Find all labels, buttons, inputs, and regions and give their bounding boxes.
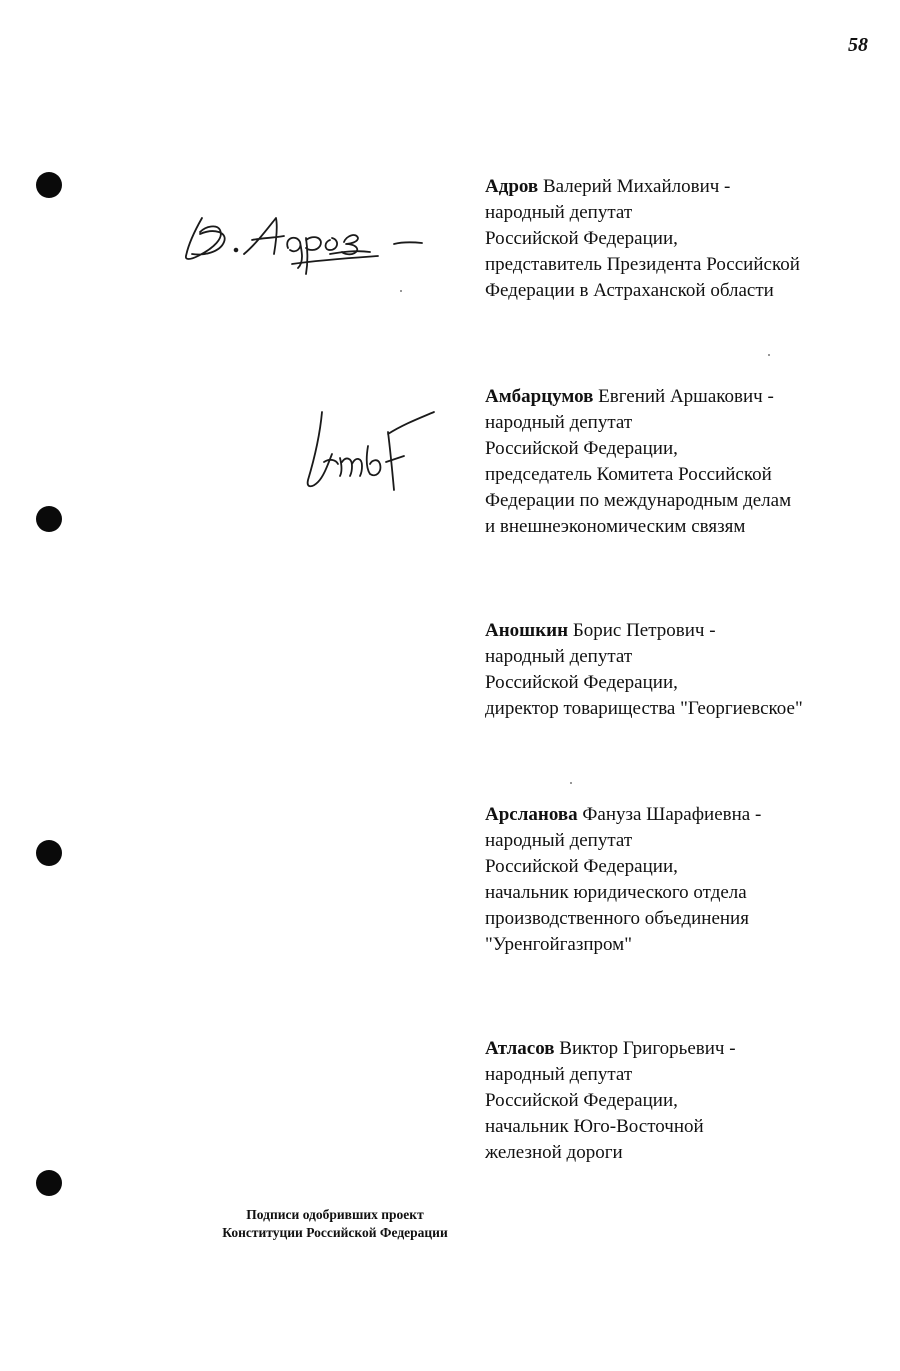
entry-name: Евгений Аршакович - [598, 386, 774, 407]
entry-heading [485, 1036, 885, 1062]
entry-line: Российской Федерации, [485, 856, 678, 877]
deputy-entry-arslanova [485, 802, 885, 958]
entry-line: председатель Комитета Российской [485, 464, 772, 485]
binder-hole [36, 506, 62, 532]
entry-surname: Аношкин [485, 620, 569, 641]
entry-name: Валерий Михайлович - [542, 176, 731, 197]
entry-heading [485, 802, 885, 828]
entry-surname: Арсланова [485, 804, 578, 825]
entry-line: Федерации по международным делам [485, 490, 792, 511]
entry-heading [485, 384, 885, 410]
entry-surname: Адров [485, 176, 539, 197]
footer-caption [190, 1206, 480, 1242]
footer-line-2: Конституции Российской Федерации [222, 1225, 448, 1240]
entry-line: представитель Президента Российской [485, 254, 800, 275]
entry-line: железной дороги [485, 1142, 623, 1163]
entry-line: и внешнеэкономическим связям [485, 516, 746, 537]
entry-name: Виктор Григорьевич - [559, 1038, 736, 1059]
binder-hole [36, 840, 62, 866]
entry-surname: Атласов [485, 1038, 555, 1059]
deputy-entry-anoshkin [485, 618, 885, 722]
entry-name: Фануза Шарафиевна - [582, 804, 762, 825]
binder-hole [36, 172, 62, 198]
entry-line: производственного объединения [485, 908, 749, 929]
entry-line: Российской Федерации, [485, 228, 678, 249]
entry-line: Российской Федерации, [485, 672, 678, 693]
deputy-entry-adrov [485, 174, 885, 304]
page-number: 58 [848, 34, 868, 56]
entry-surname: Амбарцумов [485, 386, 594, 407]
entry-line: Российской Федерации, [485, 1090, 678, 1111]
signature-ambartsumov [300, 402, 450, 502]
entry-line: народный депутат [485, 202, 633, 223]
scan-speck [400, 290, 402, 292]
entry-line: "Уренгойгазпром" [485, 934, 632, 955]
scan-speck [570, 782, 572, 784]
entry-line: начальник Юго-Восточной [485, 1116, 704, 1137]
binder-hole [36, 1170, 62, 1196]
entry-line: Федерации в Астраханской области [485, 280, 774, 301]
deputy-entry-ambartsumov [485, 384, 885, 540]
scan-speck [768, 354, 770, 356]
entry-name: Борис Петрович - [572, 620, 716, 641]
entry-line: народный депутат [485, 646, 633, 667]
deputy-entry-atlasov [485, 1036, 885, 1166]
entry-heading [485, 618, 885, 644]
footer-line-1: Подписи одобривших проект [246, 1207, 424, 1222]
entry-line: Российской Федерации, [485, 438, 678, 459]
entry-line: народный депутат [485, 1064, 633, 1085]
signature-adrov [180, 208, 430, 278]
entry-line: народный депутат [485, 412, 633, 433]
entry-line: начальник юридического отдела [485, 882, 747, 903]
entry-line: директор товарищества "Георгиевское" [485, 698, 803, 719]
entry-line: народный депутат [485, 830, 633, 851]
entry-heading [485, 174, 885, 200]
